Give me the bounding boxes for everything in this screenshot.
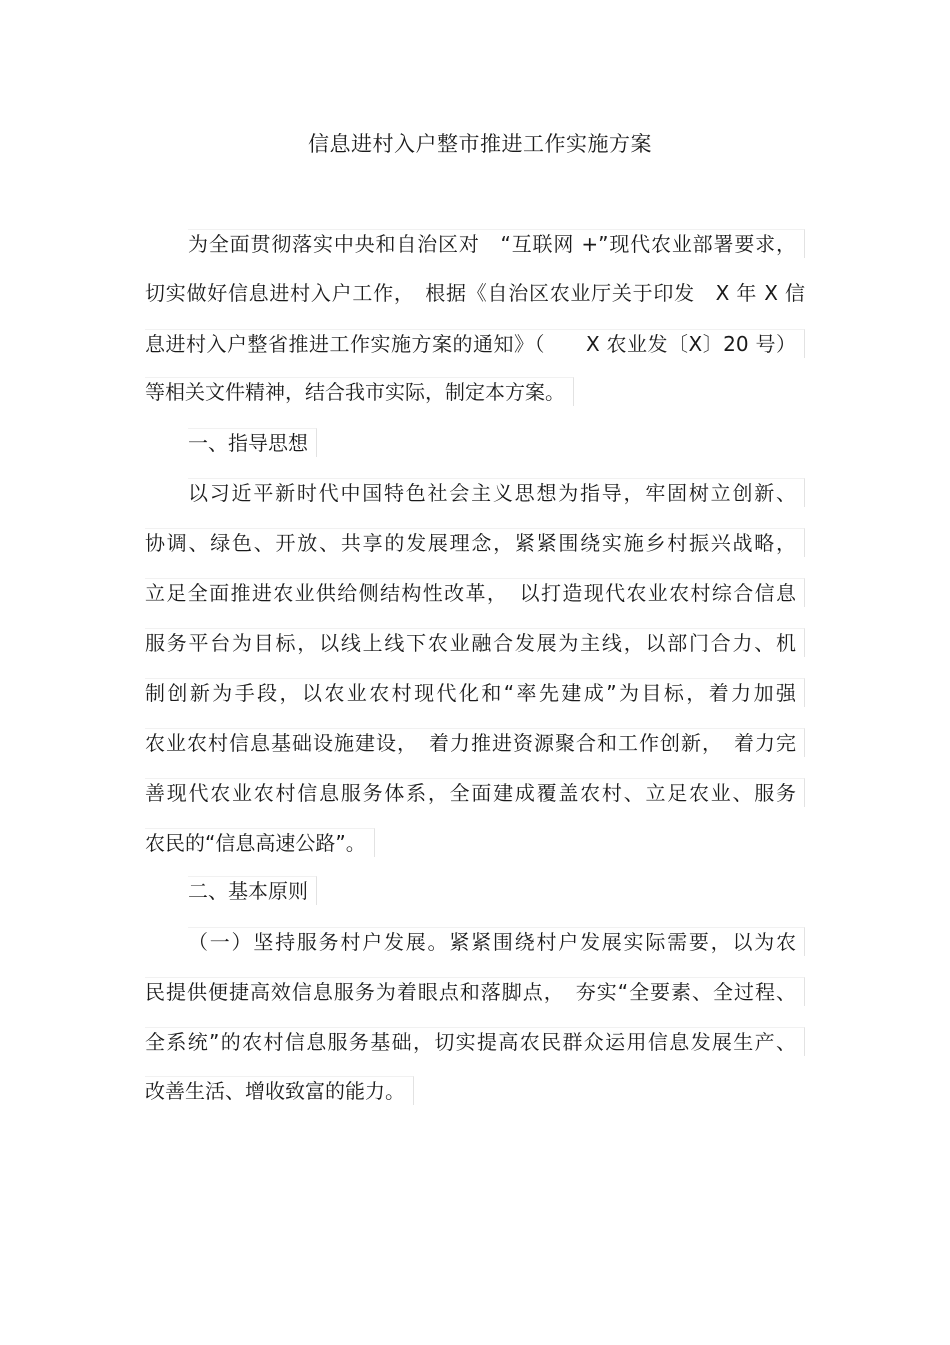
paragraph-line: （一）坚持服务村户发展。紧紧围绕村户发展实际需要，以为农	[188, 927, 805, 956]
paragraph-line: 民提供便捷高效信息服务为着眼点和落脚点， 夯实“全要素、全过程、	[145, 977, 805, 1006]
paragraph-line: 改善生活、增收致富的能力。	[145, 1076, 414, 1105]
document-title: 信息进村入户整市推进工作实施方案	[308, 132, 652, 156]
paragraph-line: 农业农村信息基础设施建设， 着力推进资源聚合和工作创新， 着力完	[145, 728, 805, 757]
paragraph-line: 服务平台为目标，以线上线下农业融合发展为主线，以部门合力、机	[145, 628, 805, 657]
paragraph-line: 全系统”的农村信息服务基础，切实提高农民群众运用信息发展生产、	[145, 1027, 805, 1056]
paragraph-line: 为全面贯彻落实中央和自治区对 “互联网 +”现代农业部署要求，	[188, 229, 805, 258]
paragraph-line: 以习近平新时代中国特色社会主义思想为指导，牢固树立创新、	[188, 478, 805, 507]
paragraph-line: 息进村入户整省推进工作实施方案的通知》（ X 农业发〔X〕20 号）	[145, 329, 805, 358]
paragraph-line: 协调、绿色、开放、共享的发展理念，紧紧围绕实施乡村振兴战略，	[145, 528, 805, 557]
paragraph-line: 立足全面推进农业供给侧结构性改革， 以打造现代农业农村综合信息	[145, 578, 805, 607]
paragraph-line: 农民的“信息高速公路”。	[145, 828, 375, 857]
paragraph-line: 切实做好信息进村入户工作， 根据《自治区农业厅关于印发 X 年 X 信	[145, 281, 805, 305]
paragraph-line: 制创新为手段，以农业农村现代化和“率先建成”为目标，着力加强	[145, 678, 805, 707]
section-heading: 一、指导思想	[188, 428, 317, 457]
paragraph-line: 等相关文件精神，结合我市实际，制定本方案。	[145, 377, 574, 406]
paragraph-line: 善现代农业农村信息服务体系，全面建成覆盖农村、立足农业、服务	[145, 778, 805, 807]
section-heading: 二、基本原则	[188, 876, 317, 905]
